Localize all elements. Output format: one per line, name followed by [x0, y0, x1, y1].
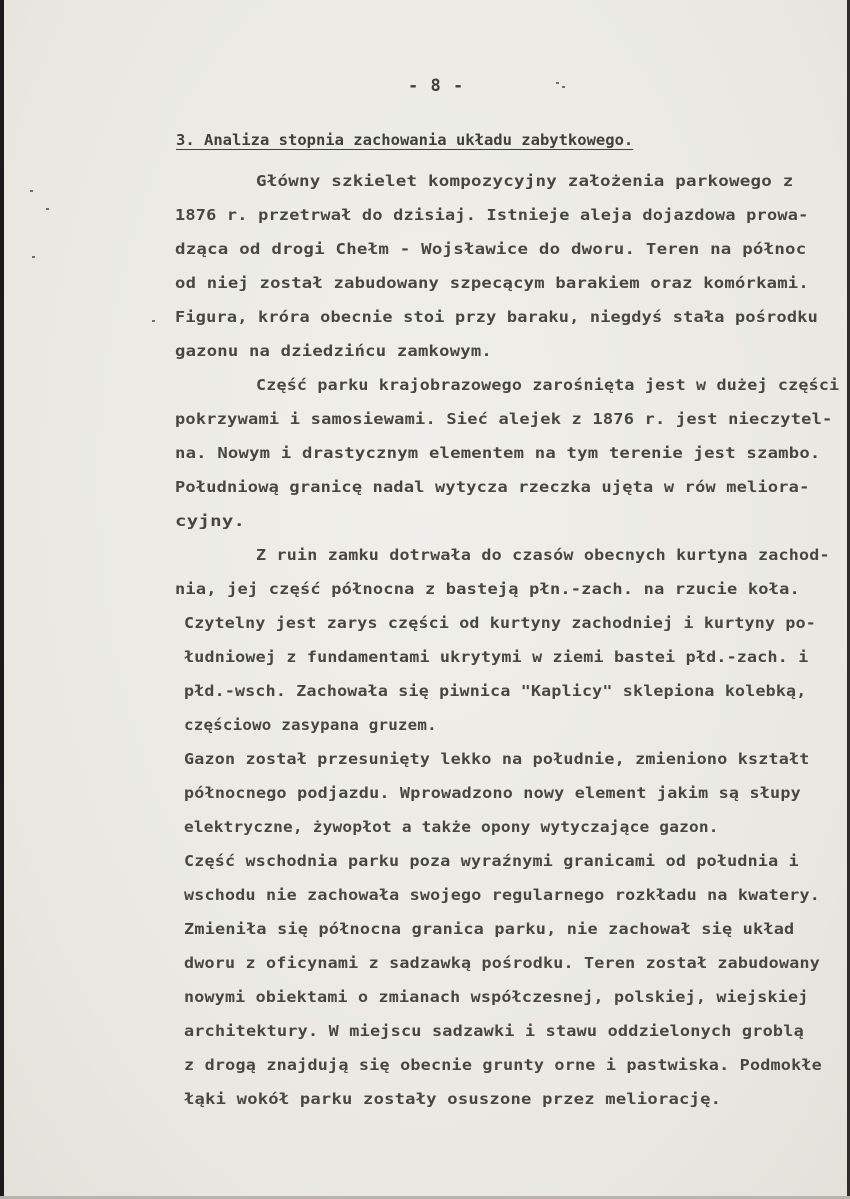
scan-speck [32, 256, 35, 258]
text-line: z drogą znajdują się obecnie grunty orne i pastwiska. Podmokłe [184, 1056, 822, 1074]
text-line: cyjny. [175, 512, 246, 530]
text-line: Z ruin zamku dotrwała do czasów obecnych kurtyna zachod- [256, 546, 830, 564]
text-line: Część wschodnia parku poza wyraźnymi granicami od południa i [184, 852, 799, 870]
page-number: - 8 - [408, 76, 465, 96]
text-line: dworu z oficynami z sadzawką pośrodku. Teren został zabudowany [184, 954, 820, 972]
scan-speck [556, 82, 559, 84]
text-line: gazonu na dziedzińcu zamkowym. [175, 342, 492, 360]
text-line: wschodu nie zachowała swojego regularnego rozkładu na kwatery. [184, 886, 820, 904]
text-line: łąki wokół parku zostały osuszone przez meliorację. [184, 1090, 722, 1108]
text-line: Czytelny jest zarys części od kurtyny zachodniej i kurtyny po- [184, 614, 816, 632]
text-line: dząca od drogi Chełm - Wojsławice do dworu. Teren na północ [175, 240, 807, 258]
text-line: Południową granicę nadal wytycza rzeczka ujęta w rów meliora- [175, 478, 810, 496]
text-line: nia, jej część północna z basteją płn.-zach. na rzucie koła. [175, 580, 800, 598]
text-line: od niej został zabudowany szpecącym barakiem oraz komórkami. [175, 274, 809, 292]
text-line: Figura, króra obecnie stoi przy baraku, niegdyś stała pośrodku [175, 308, 818, 326]
scan-speck [562, 86, 565, 88]
scan-speck [152, 320, 155, 322]
text-line: częściowo zasypana gruzem. [184, 716, 437, 734]
section-heading: 3. Analiza stopnia zachowania układu zabytkowego. [176, 131, 634, 149]
text-line: Zmieniła się północna granica parku, nie zachował się układ [184, 920, 795, 938]
scan-left-edge [0, 0, 4, 1199]
text-line: architektury. W miejscu sadzawki i stawu oddzielonych groblą [184, 1022, 804, 1040]
text-line: Gazon został przesunięty lekko na południe, zmieniono kształt [184, 750, 810, 768]
scan-speck [46, 208, 49, 210]
text-line: płd.-wsch. Zachowała się piwnica "Kaplicy" sklepiona kolebką, [184, 682, 807, 700]
text-line: na. Nowym i drastycznym elementem na tym terenie jest szambo. [175, 444, 821, 462]
text-line: elektryczne, żywopłot a także opony wytyczające gazon. [184, 818, 719, 836]
text-line: 1876 r. przetrwał do dzisiaj. Istnieje aleja dojazdowa prowa- [175, 206, 809, 224]
text-line: nowymi obiektami o zmianach współczesnej, polskiej, wiejskiej [184, 988, 809, 1006]
text-line: Część parku krajobrazowego zarośnięta jest w dużej części [256, 376, 840, 394]
text-line: północnego podjazdu. Wprowadzono nowy element jakim są słupy [184, 784, 801, 802]
text-line: łudniowej z fundamentami ukrytymi w ziemi bastei płd.-zach. i [184, 648, 809, 666]
text-line: Główny szkielet kompozycyjny założenia parkowego z [256, 172, 794, 190]
text-line: pokrzywami i samosiewami. Sieć alejek z 1876 r. jest nieczytel- [175, 410, 833, 428]
scan-speck [30, 190, 33, 192]
